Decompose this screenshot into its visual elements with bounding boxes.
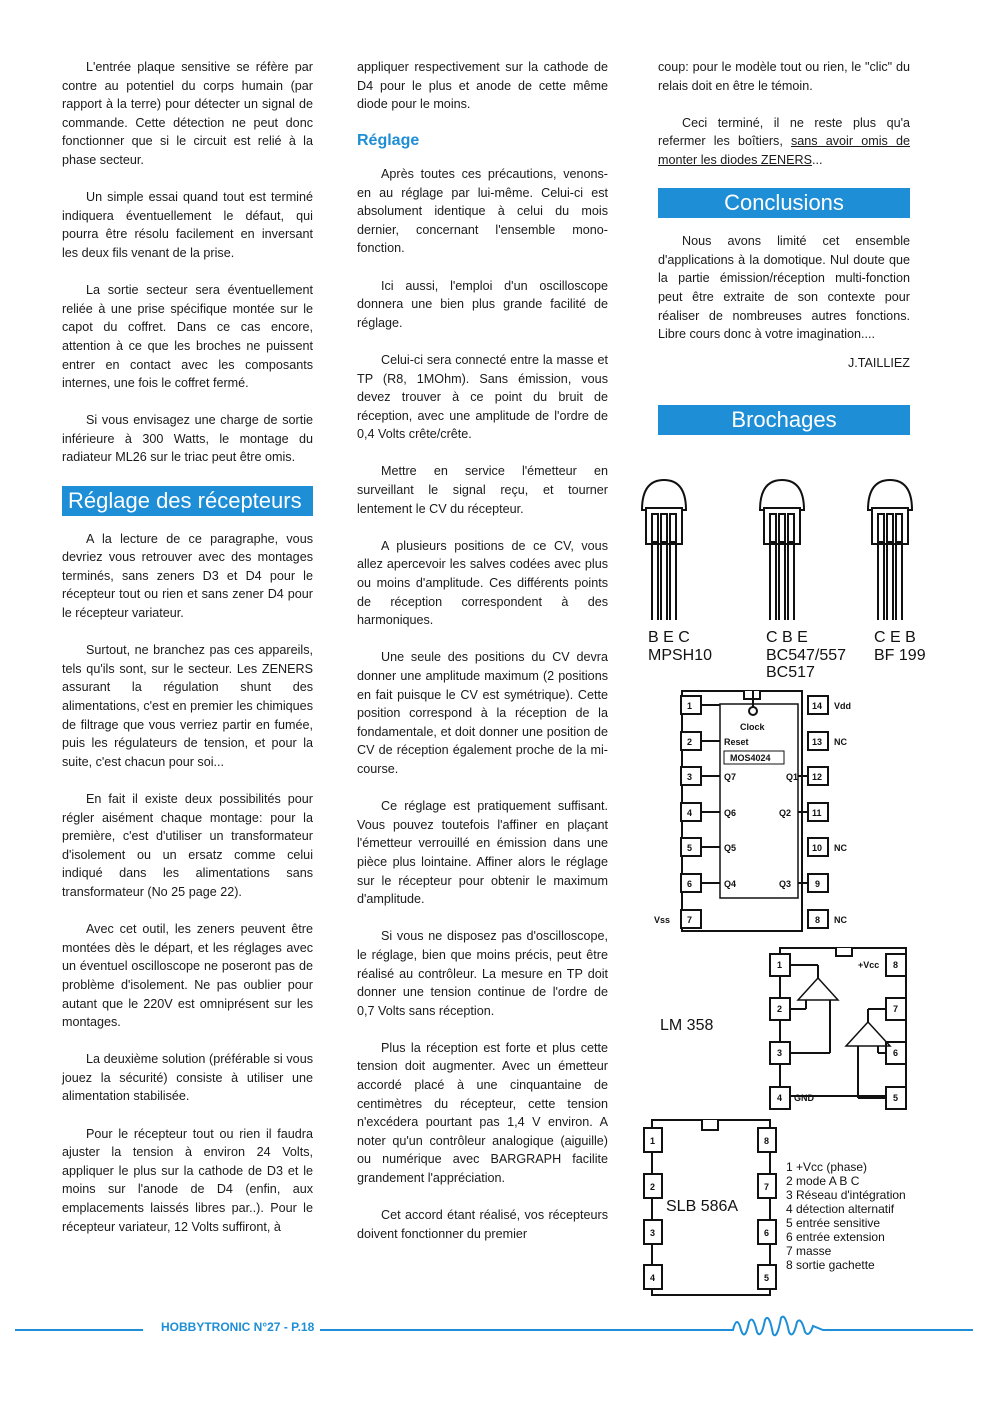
pin-legend-item: 1 +Vcc (phase) — [786, 1160, 868, 1174]
reset-label: Reset — [724, 737, 749, 747]
pin-number: 7 — [687, 915, 693, 925]
pin-number: 12 — [812, 772, 823, 782]
pin-number: 7 — [764, 1182, 770, 1192]
q5-label: Q5 — [724, 843, 737, 853]
chip-name: SLB 586A — [666, 1198, 739, 1215]
pin-number: 14 — [812, 701, 823, 711]
paragraph: appliquer respectivement sur la cathode de D4 pour le plus et anode de cette même diode pour le moins. — [357, 60, 608, 112]
paragraph: Un simple essai quand tout est terminé indiquera éventuellement le défaut, qui pourra être résolu facilement en inversant les deux fils venant de la prise. — [62, 190, 313, 260]
pin-number: 5 — [764, 1273, 770, 1283]
section-heading-reglage-recepteurs: Réglage des récepteurs — [62, 486, 313, 516]
q6-label: Q6 — [724, 808, 737, 818]
pin-number: 13 — [812, 737, 823, 747]
pin-number: 4 — [777, 1093, 783, 1103]
wave-logo-icon — [723, 1310, 973, 1342]
pin-number: 6 — [687, 879, 693, 889]
paragraph: La deuxième solution (préférable si vous jouez la sécurité) consiste à utiliser une alimentation stabilisée. — [62, 1052, 313, 1104]
pin-number: 1 — [777, 960, 783, 970]
pin-number: 4 — [687, 808, 693, 818]
pin-legend-item: 8 sortie gachette — [786, 1258, 875, 1272]
transistor-bf199 — [868, 480, 912, 620]
transistor-name: MPSH10 — [648, 647, 713, 664]
paragraph: La sortie secteur sera éventuellement reliée à une prise spécifique montée sur le capot du coffret. Dans ce cas encore, attention à ce que les broches ne puissent entrer en contact avec les composants internes, une fois le coffret fermé. — [62, 283, 313, 391]
paragraph: Nous avons limité cet ensemble d'applications à la domotique. Nul doute que la partie émission/réception multi-fonction peut être extraite de son contexte pour réaliser de nombreuses autres fonctions. Libre cours donc à votre imagination.... — [658, 234, 910, 342]
text: Ceci terminé, il ne reste plus qu'a refermer les boîtiers, — [658, 115, 910, 149]
signature: J.TAILLIEZ — [847, 356, 910, 371]
pinout-diagrams — [632, 470, 932, 1310]
page-footer — [15, 1320, 975, 1340]
ic-lm358 — [770, 948, 906, 1109]
paragraph: L'entrée plaque sensitive se réfère par contre au potentiel du corps humain (par rapport à la terre) pour détecter un signal de commande. Cette détection ne peut donc fonctionner que si le circuit est relié à la phase secteur. — [62, 60, 313, 167]
footer-rule-left — [15, 1329, 143, 1331]
paragraph: Avec cet outil, les zeners peuvent être montées dès le départ, et les réglages avec un éventuel oscilloscope ne poseront pas de problème d'isolement. Ne pas oublier pour autant que le 220V est omniprésent sur les montages. — [62, 922, 313, 1030]
transistor-bc547 — [760, 480, 804, 620]
paragraph: Une seule des positions du CV devra donner une amplitude maximum (2 positions en fait puisque le CV est symétrique). Cette position correspond à la réception de la fondamentale, et doit donner une position de CV de réception également proche de la mi-course. — [357, 650, 608, 776]
pin-number: 3 — [777, 1048, 783, 1058]
q7-label: Q7 — [724, 772, 737, 782]
paragraph: Si vous envisagez une charge de sortie inférieure à 300 Watts, le montage du radiateur ML26 sur le triac peut être omis. — [62, 413, 313, 465]
vss-label: Vss — [654, 915, 671, 925]
paragraph: Si vous ne disposez pas d'oscilloscope, le réglage, bien que moins précis, peut être réalisé au contrôleur. La mesure en TP doit donner une tension continue de l'ordre de 0,7 Volts sans réception. — [357, 929, 608, 1018]
pin-number: 6 — [764, 1228, 770, 1238]
pin-number: 11 — [812, 808, 822, 818]
section-heading-reglage: Réglage — [357, 132, 420, 150]
vdd-label: Vdd — [834, 701, 851, 711]
footer-rule-middle — [320, 1329, 725, 1331]
vcc-label: +Vcc — [858, 960, 880, 970]
nc-label: NC — [834, 843, 847, 853]
pin-legend-item: 3 Réseau d'intégration — [786, 1188, 906, 1202]
pin-order-text: C E B — [874, 629, 916, 646]
q1-label: Q1 — [786, 772, 799, 782]
gnd-label: GND — [794, 1093, 814, 1103]
transistor-name: BC517 — [766, 664, 815, 681]
q2-label: Q2 — [779, 808, 792, 818]
paragraph: A la lecture de ce paragraphe, vous devriez vous retrouver avec des montages terminés, sans zeners D3 et D4 pour le récepteur tout ou rien et sans zener D4 pour le récepteur variateur. — [62, 531, 313, 621]
pin-legend-item: 5 entrée sensitive — [786, 1216, 881, 1230]
pin-number: 9 — [815, 879, 821, 889]
pin-number: 3 — [650, 1228, 656, 1238]
paragraph: A plusieurs positions de ce CV, vous allez apercevoir les salves codées avec plus ou moins d'amplitude. Ces différents points de réception correspondent à des harmoniques. — [357, 538, 608, 628]
q4-label: Q4 — [724, 879, 737, 889]
chip-name: LM 358 — [660, 1017, 714, 1034]
pin-order-text: C B E — [766, 629, 808, 646]
pin-number: 8 — [893, 960, 899, 970]
text: ... — [812, 152, 823, 167]
pin-number: 8 — [764, 1136, 770, 1146]
section-heading-conclusions: Conclusions — [658, 188, 910, 218]
paragraph: Cet accord étant réalisé, vos récepteurs doivent fonctionner du premier — [357, 1208, 608, 1241]
column-2 — [357, 58, 608, 1262]
transistor-name: BF 199 — [874, 647, 926, 664]
paragraph: Plus la réception est forte et plus cette tension doit augmenter. Avec un émetteur accordé placé à une cinquantaine de centimètres du récepteur, cette tension n'excédera pourtant pas 1,4 V environ. A noter qu'un contrôleur analogique (aiguille) ou numérique avec BARGRAPH facilite grandement l'appréciation. — [357, 1040, 608, 1186]
nc-label: NC — [834, 915, 847, 925]
pin-number: 5 — [893, 1093, 899, 1103]
column-3 — [658, 58, 910, 449]
paragraph: Ici aussi, l'emploi d'un oscilloscope donnera une bien plus grande facilité de réglage. — [357, 278, 608, 330]
nc-label: NC — [834, 737, 847, 747]
pin-number: 2 — [650, 1182, 656, 1192]
paragraph: Pour le récepteur tout ou rien il faudra ajuster la tension à environ 24 Volts, appliquer le plus sur la cathode de D3 et le moins sur l'anode de D4 (enfin, aux emplacements laissés libres par..). Pour le récepteur variateur, 12 Volts suffiront, à — [62, 1126, 313, 1234]
pin-legend-item: 4 détection alternatif — [786, 1202, 895, 1216]
pin-number: 2 — [687, 737, 693, 747]
paragraph: En fait il existe deux possibilités pour régler aisément chaque montage: pour la première, c'est d'utiliser un transformateur d'isolement ou un ersatz comme celui indiqué dans les alimentations sans transformateur (No 25 page 22). — [62, 791, 313, 899]
pin-number: 6 — [893, 1048, 899, 1058]
pin-number: 10 — [812, 843, 823, 853]
paragraph: Mettre en service l'émetteur en surveillant le signal reçu, et tourner lentement le CV du récepteur. — [357, 464, 608, 516]
column-1 — [62, 58, 313, 1255]
underlined-text: sans avoir omis de monter les diodes ZENERS — [658, 134, 910, 167]
pin-number: 2 — [777, 1004, 783, 1014]
pin-order-text: B E C — [648, 629, 690, 646]
pin-legend-item: 6 entrée extension — [786, 1230, 885, 1244]
pin-number: 1 — [687, 701, 693, 711]
clock-label: Clock — [740, 722, 765, 732]
section-heading-brochages: Brochages — [658, 405, 910, 435]
q3-label: Q3 — [779, 879, 792, 889]
pin-legend-item: 2 mode A B C — [786, 1174, 860, 1188]
pin-number: 8 — [815, 915, 821, 925]
pin-legend-item: 7 masse — [786, 1244, 832, 1258]
pin-number: 7 — [893, 1004, 899, 1014]
paragraph: Celui-ci sera connecté entre la masse et TP (R8, 1MOhm). Sans émission, vous devez trouver à ce point du bruit de réception, avec une amplitude de l'ordre de 0,4 Volts crête/crête. — [357, 352, 608, 442]
transistor-name: BC547/557 — [766, 647, 847, 664]
footer-label: HOBBYTRONIC N°27 - P.18 — [161, 1320, 315, 1334]
pin-number: 1 — [650, 1136, 656, 1146]
pin-number: 5 — [687, 843, 693, 853]
pin-number: 3 — [687, 772, 693, 782]
paragraph: Surtout, ne branchez pas ces appareils, tels qu'ils sont, sur le secteur. Les ZENERS assurant la régulation shunt des alimentations, c'est en premier les chimiques de filtrage que vous verriez partir en fumée, puis les régulateurs de tension, et pour la suite, c'est chacun pour soi... — [62, 643, 313, 769]
paragraph: Après toutes ces précautions, venons-en au réglage par lui-même. Celui-ci est absolument identique à celui du mois dernier, concernant l'ensemble mono-fonction. — [357, 166, 608, 256]
paragraph: coup: pour le modèle tout ou rien, le "clic" du relais doit en être le témoin. — [658, 60, 910, 93]
transistor-mpsh10 — [642, 480, 686, 620]
paragraph: Ce réglage est pratiquement suffisant. Vous pouvez toutefois l'affiner en plaçant l'émetteur verrouillé en émission dans une pièce plus lointaine. Affiner alors le réglage sur le récepteur pour obtenir le maximum d'amplitude. — [357, 799, 608, 907]
paragraph — [658, 114, 910, 170]
pin-number: 4 — [650, 1273, 656, 1283]
chip-name: MOS4024 — [730, 753, 771, 763]
